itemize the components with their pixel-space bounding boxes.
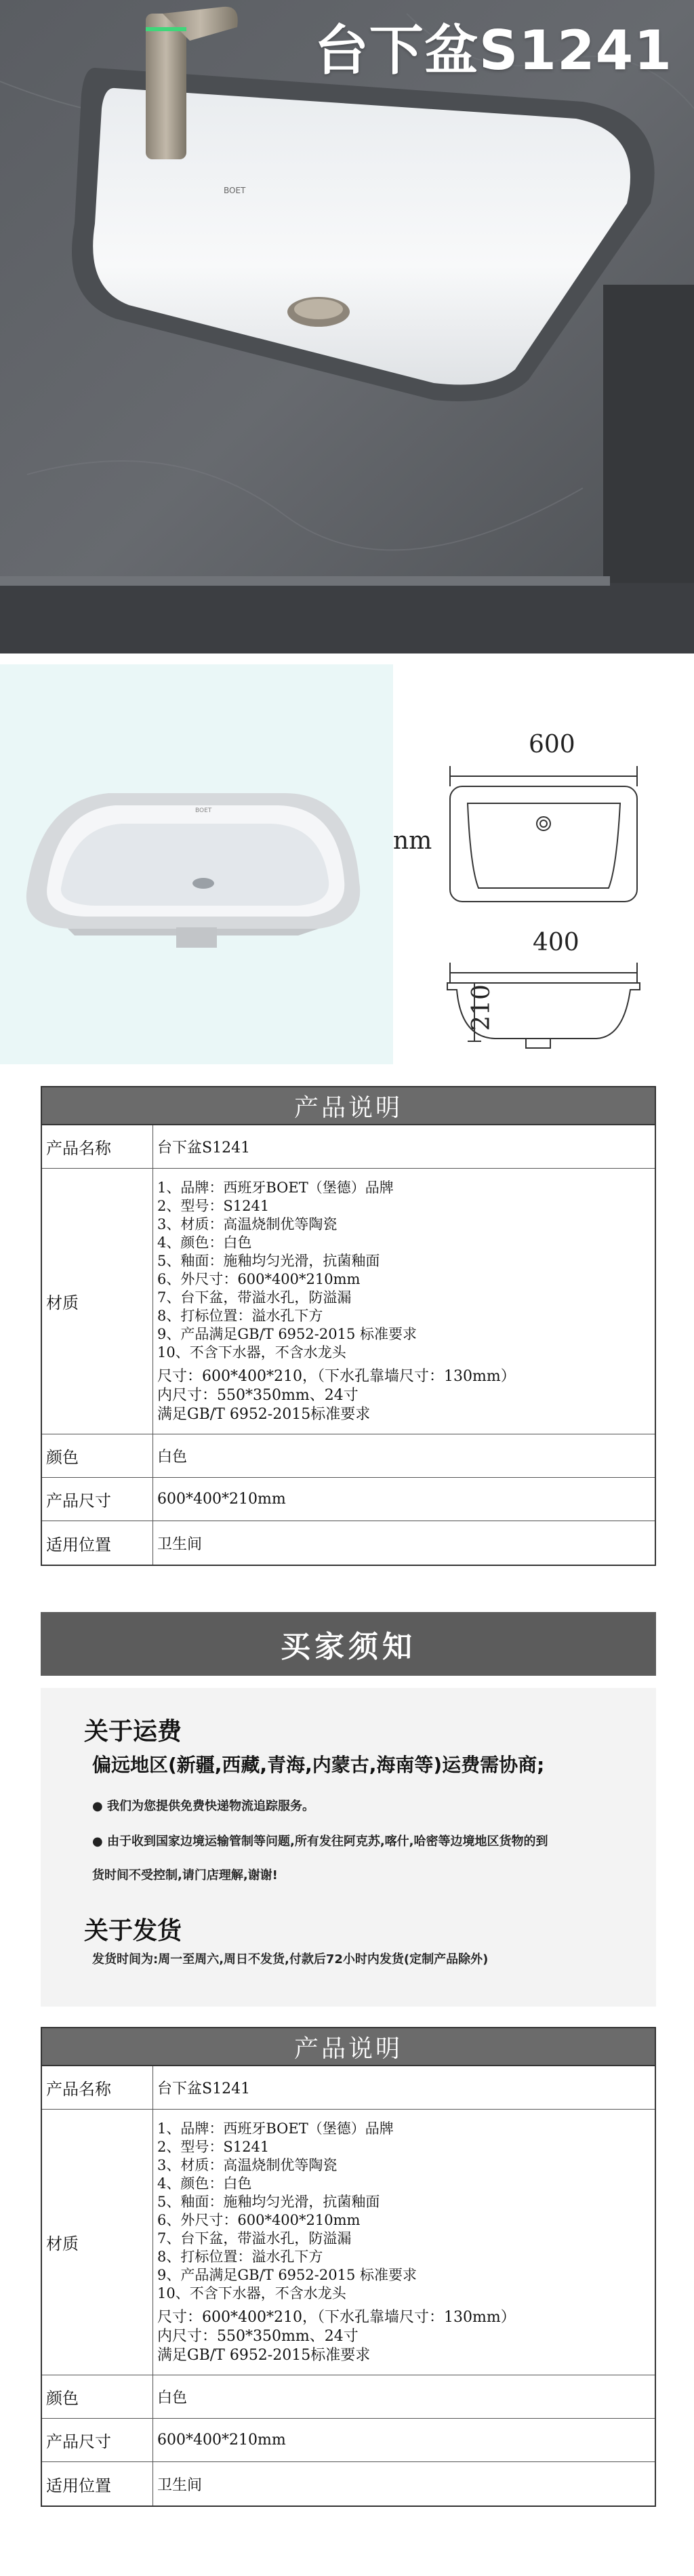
material-item: 2、型号：S1241 xyxy=(157,1197,270,1214)
spec-table-1 xyxy=(41,1086,656,1566)
spec-value-name: 台下盆S1241 xyxy=(157,2080,251,2097)
material-item: 5、釉面：施釉均匀光滑，抗菌釉面 xyxy=(157,1252,380,1269)
shipping-bullet-2-cont: 货时间不受控制,请门店理解,谢谢! xyxy=(92,1868,278,1883)
spec-table-header: 产品说明 xyxy=(42,1087,655,1125)
buyer-notice-body xyxy=(41,1688,656,2007)
shipping-bullet-1 xyxy=(92,1796,314,1814)
shipping-heading: 关于运费 xyxy=(84,1718,182,1746)
spec-row-material xyxy=(42,2110,655,2375)
spec-label-size: 产品尺寸 xyxy=(42,2419,153,2461)
hero-scene-image xyxy=(0,0,694,653)
material-item: 7、台下盆，带溢水孔，防溢漏 xyxy=(157,2230,352,2247)
spec-label-material: 材质 xyxy=(42,2110,153,2375)
material-item: 9、产品满足GB/T 6952-2015 标准要求 xyxy=(157,2266,417,2283)
material-extra xyxy=(157,2308,655,2365)
material-item: 8、打标位置：溢水孔下方 xyxy=(157,2248,323,2265)
spec-value-position: 卫生间 xyxy=(157,2476,203,2494)
product-photo xyxy=(0,664,393,1064)
material-list xyxy=(157,2120,655,2303)
material-item: 7、台下盆，带溢水孔，防溢漏 xyxy=(157,1289,352,1306)
spec-row-position xyxy=(42,2462,655,2505)
material-list xyxy=(157,1179,655,1362)
spec-label-size: 产品尺寸 xyxy=(42,1478,153,1521)
material-item: 1、品牌：西班牙BOET（堡德）品牌 xyxy=(157,2120,394,2137)
hero-banner xyxy=(0,0,694,653)
spec-label-color: 颜色 xyxy=(42,2375,153,2418)
material-item: 3、材质：高温烧制优等陶瓷 xyxy=(157,1215,338,1232)
spec-row-size xyxy=(42,1478,655,1521)
dimension-diagram xyxy=(393,664,694,1064)
spec-value-color: 白色 xyxy=(157,1449,188,1466)
spec-table-2 xyxy=(41,2027,656,2507)
material-extra xyxy=(157,1367,655,1424)
spec-label-name: 产品名称 xyxy=(42,1125,153,1168)
spec-label-position: 适用位置 xyxy=(42,1521,153,1565)
material-item: 10、不含下水器，不含水龙头 xyxy=(157,2285,346,2301)
dispatch-time-text: 发货时间为:周一至周六,周日不发货,付款后72小时内发货(定制产品除外) xyxy=(92,1952,489,1967)
basin-technical-drawing xyxy=(393,664,694,1064)
material-item: 4、颜色：白色 xyxy=(157,2175,252,2192)
material-item: 6、外尺寸：600*400*210mm xyxy=(157,1270,361,1287)
spec-value-position: 卫生间 xyxy=(157,1535,203,1553)
material-item: 8、打标位置：溢水孔下方 xyxy=(157,1307,323,1324)
material-extra-line: 满足GB/T 6952-2015标准要求 xyxy=(157,2346,371,2364)
diagram-width-top: 600 xyxy=(529,731,575,759)
spec-row-name xyxy=(42,2066,655,2110)
material-item: 10、不含下水器，不含水龙头 xyxy=(157,1344,346,1361)
spec-row-material xyxy=(42,1169,655,1434)
shipping-remote-text: 偏远地区(新疆,西藏,青海,内蒙古,海南等)运费需协商; xyxy=(92,1754,545,1776)
product-visual-row xyxy=(0,664,694,1064)
spec-row-name xyxy=(42,1125,655,1169)
diagram-width-side: 400 xyxy=(533,929,579,957)
spec-row-color xyxy=(42,1434,655,1478)
spec-row-size xyxy=(42,2419,655,2462)
bullet-1-text: 我们为您提供免费快递物流追踪服务。 xyxy=(106,1799,314,1813)
diagram-height-side: 210 xyxy=(467,984,495,1031)
basin-photo-image xyxy=(0,664,393,1064)
spec-value-name: 台下盆S1241 xyxy=(157,1140,251,1156)
buyer-notice-banner: 买家须知 xyxy=(41,1612,656,1676)
spec-label-color: 颜色 xyxy=(42,1434,153,1477)
material-item: 9、产品满足GB/T 6952-2015 标准要求 xyxy=(157,1325,417,1342)
material-item: 1、品牌：西班牙BOET（堡德）品牌 xyxy=(157,1179,394,1196)
svg-text:BOET: BOET xyxy=(224,186,246,195)
material-item: 3、材质：高温烧制优等陶瓷 xyxy=(157,2156,338,2173)
spec-row-color xyxy=(42,2375,655,2419)
bullet-dot-icon: ● xyxy=(92,1799,107,1813)
diagram-cut-label: nm xyxy=(393,827,432,855)
material-extra-line: 尺寸：600*400*210，（下水孔靠墙尺寸：130mm） xyxy=(157,1367,516,1385)
spec-row-position xyxy=(42,1521,655,1565)
spec-label-position: 适用位置 xyxy=(42,2462,153,2505)
spec-table-header: 产品说明 xyxy=(42,2028,655,2066)
dispatch-heading: 关于发货 xyxy=(84,1917,182,1945)
material-extra-line: 尺寸：600*400*210，（下水孔靠墙尺寸：130mm） xyxy=(157,2308,516,2326)
spec-label-material: 材质 xyxy=(42,1169,153,1434)
material-extra-line: 内尺寸：550*350mm、24寸 xyxy=(157,2327,359,2345)
material-item: 4、颜色：白色 xyxy=(157,1234,252,1251)
material-item: 6、外尺寸：600*400*210mm xyxy=(157,2211,361,2228)
shipping-bullet-2 xyxy=(92,1832,548,1849)
bullet-dot-icon: ● xyxy=(92,1834,107,1849)
material-extra-line: 满足GB/T 6952-2015标准要求 xyxy=(157,1405,371,1423)
spec-label-name: 产品名称 xyxy=(42,2066,153,2109)
material-extra-line: 内尺寸：550*350mm、24寸 xyxy=(157,1386,359,1404)
spec-value-color: 白色 xyxy=(157,2390,188,2407)
spec-value-size: 600*400*210mm xyxy=(157,2432,286,2449)
bullet-2-text: 由于收到国家边境运输管制等问题,所有发往阿克苏,喀什,哈密等边境地区货物的到 xyxy=(106,1834,548,1849)
svg-text:BOET: BOET xyxy=(195,807,212,814)
material-item: 2、型号：S1241 xyxy=(157,2138,270,2155)
spec-value-material xyxy=(153,2110,655,2375)
material-item: 5、釉面：施釉均匀光滑，抗菌釉面 xyxy=(157,2193,380,2210)
hero-title: 台下盆S1241 xyxy=(314,19,672,82)
spec-value-material xyxy=(153,1169,655,1434)
spec-value-size: 600*400*210mm xyxy=(157,1491,286,1508)
